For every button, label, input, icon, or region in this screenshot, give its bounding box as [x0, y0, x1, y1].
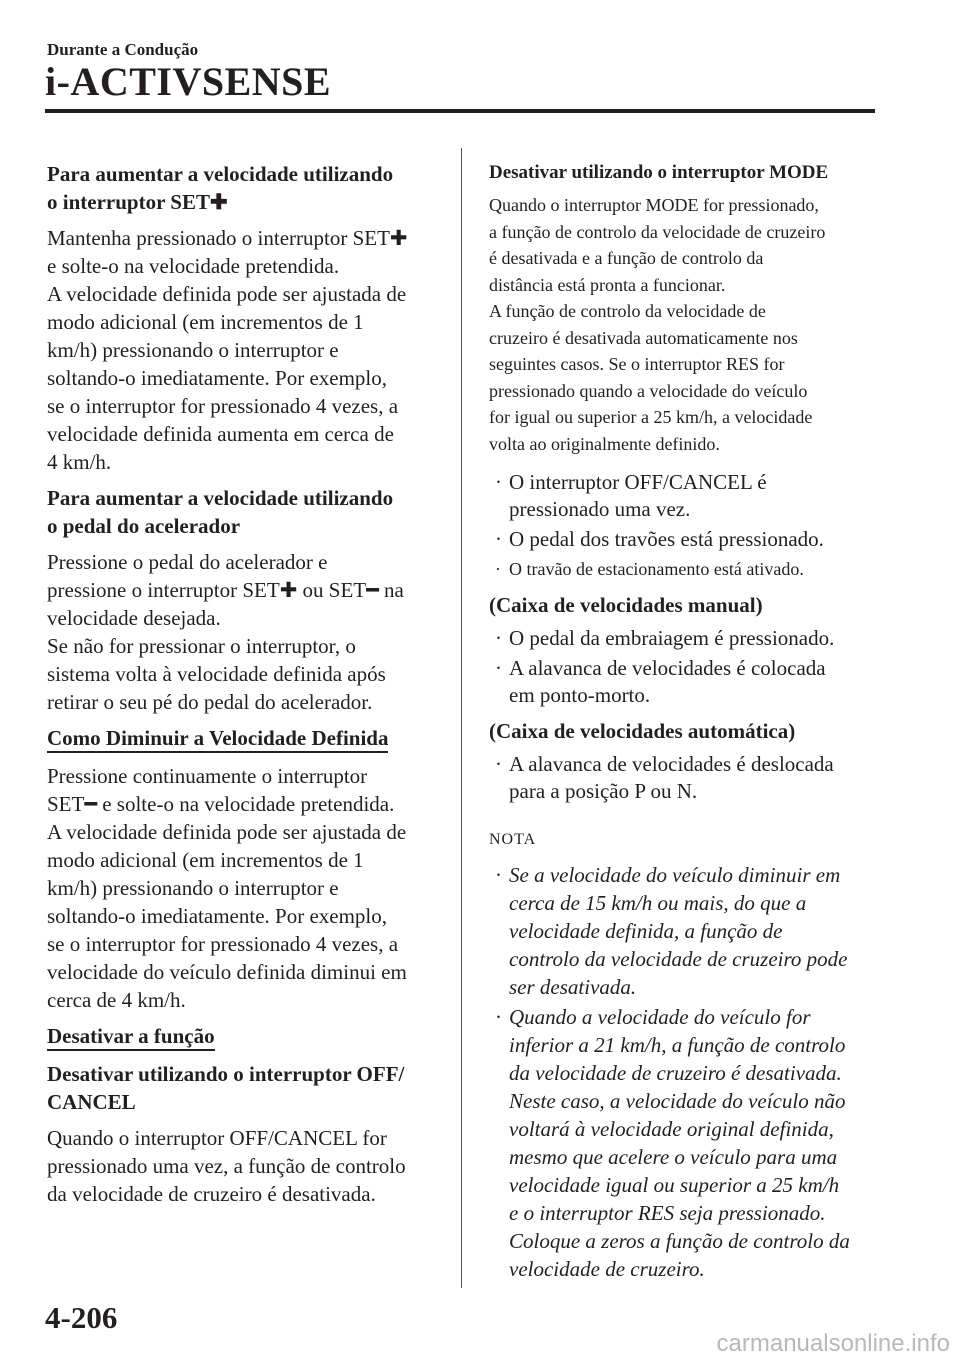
text-line: velocidade igual ou superior a 25 km/h — [509, 1173, 840, 1197]
column-divider — [461, 148, 462, 1288]
text-line: inferior a 21 km/h, a função de controlo — [509, 1033, 846, 1057]
list-item — [489, 625, 889, 652]
heading-line: Desativar utilizando o interruptor OFF/ — [47, 1062, 405, 1086]
chapter-title: i-ACTIVSENSE — [45, 59, 332, 104]
text-line: modo adicional (em incrementos de 1 — [47, 310, 364, 334]
text-line: volta ao originalmente definido. — [489, 433, 720, 454]
right-column — [489, 160, 889, 1285]
heading-desativar — [47, 1022, 442, 1050]
text-line: velocidade desejada. — [47, 606, 221, 630]
text-line: Quando o interruptor MODE for pressionado, — [489, 195, 819, 215]
text-line: O interruptor OFF/CANCEL é — [509, 470, 767, 494]
bullet-dot-icon: · — [495, 527, 502, 551]
text-line: Pressione continuamente o interruptor — [47, 764, 368, 788]
text-line: para a posição P ou N. — [509, 779, 698, 803]
heading-manual: (Caixa de velocidades manual) — [489, 593, 763, 617]
text-line: Coloque a zeros a função de controlo da — [509, 1229, 850, 1253]
text-line: cerca de 4 km/h. — [47, 988, 186, 1012]
text-line: pressione o interruptor SET✚ ou SET━ na — [47, 578, 404, 602]
list-item — [489, 526, 889, 553]
underlined-heading-text: Desativar a função — [47, 1024, 215, 1051]
text-line: Quando a velocidade do veículo for — [509, 1005, 811, 1029]
bullet-dot-icon: · — [495, 1005, 502, 1029]
text-line: velocidade de cruzeiro. — [509, 1257, 705, 1281]
heading-aumentar-pedal — [47, 484, 442, 540]
heading-line: Para aumentar a velocidade utilizando — [47, 486, 394, 510]
text-line: soltando-o imediatamente. Por exemplo, — [47, 366, 387, 390]
text-line: Se a velocidade do veículo diminuir em — [509, 863, 841, 887]
text-line: A alavanca de velocidades é deslocada — [509, 752, 834, 776]
text-line: sistema volta à velocidade definida após — [47, 662, 386, 686]
bullet-dot-icon: · — [495, 863, 502, 887]
text-line: pressionado quando a velocidade do veículo — [489, 380, 808, 401]
underlined-heading-text: Como Diminuir a Velocidade Definida — [47, 726, 388, 753]
text-line: velocidade definida aumenta em cerca de — [47, 422, 394, 446]
text-line: mesmo que acelere o veículo para uma — [509, 1145, 838, 1169]
text-line: pressionado uma vez. — [509, 497, 691, 521]
note-item — [489, 1003, 889, 1283]
text-line: Quando o interruptor OFF/CANCEL for — [47, 1126, 387, 1150]
heading-desativar-off-cancel — [47, 1060, 442, 1116]
bullet-dot-icon: · — [495, 752, 502, 776]
text-line: se o interruptor for pressionado 4 vezes, a — [47, 394, 399, 418]
section-label: Durante a Condução — [47, 40, 199, 59]
list-item — [489, 469, 889, 523]
paragraph-mode — [489, 192, 889, 457]
heading-aumentar-set — [47, 160, 442, 216]
page-number: 4-206 — [45, 1300, 118, 1335]
heading-line: o pedal do acelerador — [47, 514, 241, 538]
text-line: é desativada e a função de controlo da — [489, 248, 764, 268]
text-line: Mantenha pressionado o interruptor SET✚ — [47, 226, 408, 250]
header-rule — [45, 109, 875, 113]
heading-line: CANCEL — [47, 1090, 136, 1114]
text-line: km/h) pressionando o interruptor e — [47, 338, 339, 362]
text-line: ser desativada. — [509, 975, 637, 999]
text-line: A alavanca de velocidades é colocada — [509, 656, 826, 680]
text-line: a função de controlo da velocidade de cruzeiro — [489, 221, 826, 242]
paragraph-aumentar-set — [47, 224, 442, 476]
text-line: seguintes casos. Se o interruptor RES for — [489, 354, 785, 374]
text-line: pressionado uma vez, a função de controlo — [47, 1154, 406, 1178]
text-line: Se não for pressionar o interruptor, o — [47, 634, 356, 658]
list-item — [489, 556, 889, 583]
text-line: retirar o seu pé do pedal do acelerador. — [47, 690, 373, 714]
text-line: Neste caso, a velocidade do veículo não — [509, 1089, 846, 1113]
text-line: cruzeiro é desativada automaticamente nos — [489, 327, 798, 348]
text-line: soltando-o imediatamente. Por exemplo, — [47, 904, 387, 928]
text-line: e o interruptor RES seja pressionado. — [509, 1201, 826, 1225]
heading-automatica: (Caixa de velocidades automática) — [489, 719, 796, 743]
heading-diminuir — [47, 724, 442, 752]
list-item — [489, 751, 889, 805]
list-item — [489, 655, 889, 709]
text-line: da velocidade de cruzeiro é desativada. — [47, 1182, 376, 1206]
text-line: cerca de 15 km/h ou mais, do que a — [509, 891, 807, 915]
text-line: SET━ e solte-o na velocidade pretendida. — [47, 792, 395, 816]
text-line: O travão de estacionamento está ativado. — [509, 559, 804, 579]
bullet-dot-icon: · — [495, 470, 502, 494]
text-line: 4 km/h. — [47, 450, 112, 474]
text-line: voltará à velocidade original definida, — [509, 1117, 834, 1141]
watermark: carmanualsonline.info — [716, 1330, 950, 1357]
bullet-dot-icon: · — [495, 656, 502, 680]
text-line: Pressione o pedal do acelerador e — [47, 550, 328, 574]
text-line: O pedal dos travões está pressionado. — [509, 527, 824, 551]
text-line: velocidade definida, a função de — [509, 919, 783, 943]
text-line: A velocidade definida pode ser ajustada de — [47, 282, 407, 306]
text-line: e solte-o na velocidade pretendida. — [47, 254, 340, 278]
text-line: O pedal da embraiagem é pressionado. — [509, 626, 835, 650]
paragraph-off-cancel — [47, 1124, 442, 1208]
text-line: distância está pronta a funcionar. — [489, 274, 726, 295]
text-line: modo adicional (em incrementos de 1 — [47, 848, 364, 872]
text-line: controlo da velocidade de cruzeiro pode — [509, 947, 848, 971]
text-line: em ponto-morto. — [509, 683, 651, 707]
left-column — [47, 160, 442, 1216]
bullet-dot-icon: · — [495, 626, 502, 650]
text-line: A velocidade definida pode ser ajustada de — [47, 820, 407, 844]
text-line: for igual ou superior a 25 km/h, a velocidade — [489, 407, 813, 427]
note-item — [489, 861, 889, 1001]
text-line: A função de controlo da velocidade de — [489, 301, 766, 321]
paragraph-aumentar-pedal — [47, 548, 442, 716]
paragraph-diminuir — [47, 762, 442, 1014]
heading-line: o interruptor SET✚ — [47, 190, 228, 214]
text-line: km/h) pressionando o interruptor e — [47, 876, 339, 900]
text-line: se o interruptor for pressionado 4 vezes, a — [47, 932, 399, 956]
note-label: NOTA — [489, 831, 537, 848]
text-line: da velocidade de cruzeiro é desativada. — [509, 1061, 842, 1085]
heading-line: Para aumentar a velocidade utilizando — [47, 162, 394, 186]
text-line: velocidade do veículo definida diminui em — [47, 960, 407, 984]
bullet-dot-icon: · — [495, 559, 501, 579]
heading-mode: Desativar utilizando o interruptor MODE — [489, 162, 829, 183]
